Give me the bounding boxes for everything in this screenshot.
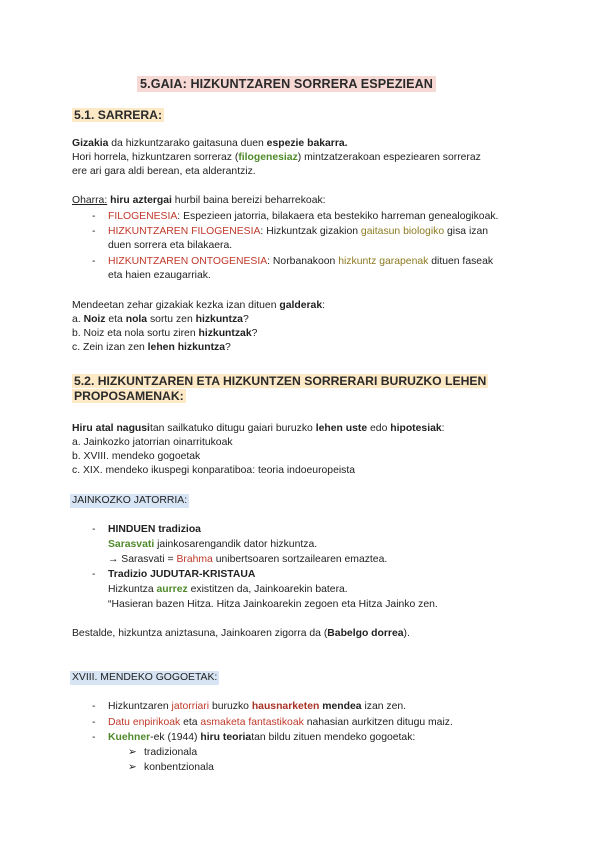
hypothesis-b: b. XVIII. mendeko gogoetak: [72, 451, 201, 462]
hindu-title: HINDUEN tradizioa: [108, 524, 201, 535]
text: b. Noiz eta nola sortu ziren: [72, 328, 199, 339]
hypotheses-intro: [72, 422, 445, 436]
section-heading-proposamenak-line2: PROPOSAMENAK:: [74, 389, 184, 403]
judeo-title: Tradizio JUDUTAR-KRISTAUA: [108, 569, 256, 580]
list-item-continuation: eta haien ezaugarriak.: [108, 270, 211, 281]
dash-bullet: -: [92, 524, 96, 535]
dash-bullet: -: [92, 717, 96, 728]
paragraph-line: [72, 151, 481, 165]
section-heading-proposamenak: 5.2. HIZKUNTZAREN ETA HIZKUNTZEN SORRERARI BURUZKO LEHEN: [74, 374, 487, 388]
text: ).: [403, 628, 410, 639]
dash-bullet: -: [92, 569, 96, 580]
text: : Espezieen jatorria, bilakaera eta bestekiko harreman genealogikoak.: [177, 211, 499, 222]
dash-bullet: -: [92, 211, 96, 222]
text: Hizkuntzaren: [108, 701, 172, 712]
text-highlight: jatorriari: [171, 701, 210, 712]
text: unibertsoaren sortzailearen emaztea.: [212, 554, 388, 565]
subheading-jainkozko-jatorria: JAINKOZKO JATORRIA:: [72, 495, 188, 506]
text-highlight: Datu enpirikoak: [108, 717, 181, 728]
text-highlight: filogenesiaz: [238, 152, 298, 163]
text: Hizkuntza: [108, 584, 157, 595]
question-a: [72, 313, 249, 327]
text: Hori horrela, hizkuntzaren sorreraz (: [72, 152, 239, 163]
text: nahasian aurkitzen ditugu maiz.: [303, 717, 453, 728]
dash-bullet: -: [92, 732, 96, 743]
term: HIZKUNTZAREN ONTOGENESIA: [108, 256, 268, 267]
section-heading-sarrera: 5.1. SARRERA:: [74, 108, 163, 122]
text: -ek (1944): [150, 732, 201, 743]
text: → Sarasvati =: [108, 554, 177, 565]
term: FILOGENESIA: [108, 211, 178, 222]
text-highlight: Kuehner: [108, 732, 151, 743]
hypothesis-c: c. XIX. mendeko ikuspegi konparatiboa: teoria indoeuropeista: [72, 465, 356, 476]
arrowhead-icon: ➢: [128, 762, 137, 773]
text: Mendeetan zehar gizakiak kezka izan dituen: [72, 300, 280, 311]
list-item-filogenesia: [108, 210, 498, 224]
xviii-item-1: [108, 700, 406, 714]
dash-bullet: -: [92, 256, 96, 267]
list-item-hizkuntzaren-ontogenesia: [108, 255, 493, 269]
subheading-xviii-mendeko-gogoetak: XVIII. MENDEKO GOGOETAK:: [72, 672, 218, 683]
paragraph-line: ere ari gara aldi berean, eta alderantziz.: [72, 166, 256, 177]
text-bold: Gizakia: [72, 138, 109, 149]
text-highlight: Sarasvati: [108, 539, 155, 550]
text: ?: [242, 314, 249, 325]
note-label: Oharra:: [72, 195, 108, 206]
xviii-item-3: [108, 731, 415, 745]
theory-konbentzionala: konbentzionala: [144, 762, 214, 773]
list-item-hizkuntzaren-filogenesia: [108, 225, 488, 239]
text: : Norbanakoon: [267, 256, 339, 267]
text-highlight: gaitasun biologiko: [360, 226, 445, 237]
dash-bullet: -: [92, 226, 96, 237]
text-bold: hipotesiak: [390, 423, 442, 434]
term: HIZKUNTZAREN FILOGENESIA: [108, 226, 261, 237]
text: sortu zen: [147, 314, 196, 325]
paragraph-gizakia: [72, 137, 348, 151]
text-bold: hizkuntza: [195, 314, 243, 325]
text: izan zen.: [361, 701, 407, 712]
text-highlight: aurrez: [156, 584, 188, 595]
text-bold: hiru aztergai: [107, 195, 172, 206]
list-item-continuation: duen sorrera eta bilakaera.: [108, 240, 233, 251]
text-bold: Babelgo dorrea: [327, 628, 404, 639]
arrowhead-icon: ➢: [128, 747, 137, 758]
page-title: 5.GAIA: HIZKUNTZAREN SORRERA ESPEZIEAN: [137, 76, 436, 92]
text: ?: [251, 328, 258, 339]
text: existitzen da, Jainkoarekin batera.: [187, 584, 348, 595]
text: eta: [180, 717, 201, 728]
text-highlight: hausnarketen: [251, 701, 320, 712]
text-bold: Noiz: [83, 314, 106, 325]
text: :: [441, 423, 445, 434]
text: edo: [367, 423, 391, 434]
text: : Hizkuntzak gizakion: [260, 226, 361, 237]
text: buruzko: [209, 701, 252, 712]
text: tan bildu zituen mendeko gogoetak:: [251, 732, 416, 743]
text: Bestalde, hizkuntza aniztasuna, Jainkoaren zigorra da (: [72, 628, 328, 639]
text-highlight: hizkuntz garapenak: [338, 256, 429, 267]
text: :: [322, 300, 326, 311]
text: dituen faseak: [428, 256, 494, 267]
text: eta: [105, 314, 126, 325]
text-bold: lehen hizkuntza: [147, 342, 226, 353]
text-bold: espezie bakarra.: [266, 138, 348, 149]
hindu-line2: [108, 553, 387, 567]
text-bold: lehen uste: [315, 423, 368, 434]
text-bold: hiru teoria: [200, 732, 252, 743]
text: jainkosarengandik dator hizkuntza.: [154, 539, 318, 550]
text: ) mintzatzerakoan espeziearen sorreraz: [297, 152, 481, 163]
hypothesis-a: a. Jainkozko jatorrian oinarritukoak: [72, 437, 233, 448]
judeo-line2: “Hasieran bazen Hitza. Hitza Jainkoarekin zegoen eta Hitza Jainko zen.: [108, 599, 438, 610]
note-line: [72, 194, 326, 208]
text-highlight: asmaketa fantastikoak: [200, 717, 304, 728]
text: a.: [72, 314, 84, 325]
text: hurbil baina bereizi beharrekoak:: [171, 195, 326, 206]
xviii-item-2: [108, 716, 453, 730]
text-bold: nola: [125, 314, 148, 325]
hindu-line1: [108, 538, 317, 552]
text: gisa izan: [444, 226, 489, 237]
theory-tradizionala: tradizionala: [144, 747, 198, 758]
babel-paragraph: [72, 627, 410, 641]
dash-bullet: -: [92, 701, 96, 712]
question-c: [72, 341, 231, 355]
text: tan sailkatuko ditugu gaiari buruzko: [149, 423, 316, 434]
text: ?: [225, 342, 231, 353]
text-bold: hizkuntzak: [198, 328, 252, 339]
judeo-line1: [108, 583, 348, 597]
text: c. Zein izan zen: [72, 342, 148, 353]
text: da hizkuntzarako gaitasuna duen: [108, 138, 267, 149]
text-bold: Hiru atal nagusi: [72, 423, 150, 434]
text-highlight: Brahma: [176, 554, 213, 565]
questions-intro: [72, 299, 325, 313]
text-bold: galderak: [279, 300, 323, 311]
question-b: [72, 327, 257, 341]
text-bold: mendea: [322, 701, 362, 712]
